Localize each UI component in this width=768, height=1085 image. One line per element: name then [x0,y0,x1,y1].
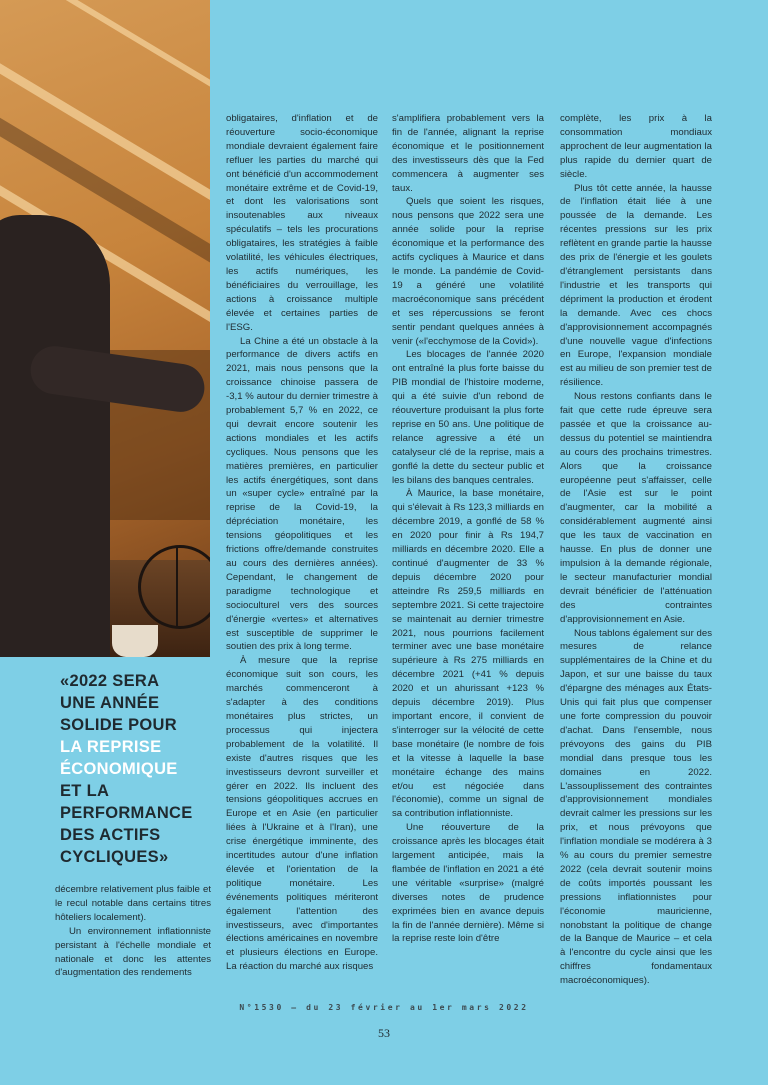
quote-highlight: LA REPRISE [60,738,162,756]
quote-line: SOLIDE POUR [60,716,177,734]
paragraph: décembre relativement plus faible et le recul notable dans certains titres hôteliers localement). [55,884,211,923]
paragraph: À mesure que la reprise économique suit son cours, les marchés commenceront à s'adapter à des conditions monétaires plus strictes, un processus qui injectera probablement de la volatilité. Il existe d'autres risques que les investisseurs devront surveiller et gérer en 2022. Ils incluent des tensions géopolitiques accrues en Europe et en Asie (en particulier liées à l'Ukraine et à l'Iran), une crise énergétique imminente, des incertitudes autour d'une inflation élevée et l'orientation de la politique monétaire. Les événements politiques mériteront également l'attention des investisseurs, avec d'importantes élections américaines en novembre et plusieurs élections en Europe. La réaction du marché aux risques [226,655,378,973]
paragraph: Les blocages de l'année 2020 ont entraîné la plus forte baisse du PIB mondial de l'histoire moderne, qui a été suivie d'un rebond de réouverture produisant la plus forte reprise en 50 ans. Une politique de relance agressive a été un catalyseur clé de la reprise, mais a gonflé la dette du secteur public et les bilans des banques centrales. [392,349,544,486]
paragraph: La Chine a été un obstacle à la performance de divers actifs en 2021, mais nous pensons que la croissance chinoise passera de -3,1 % autour du dernier trimestre à probablement 5,7 % en 2022, ce qui devrait encore soutenir les actions mondiales et les actifs cycliques. Nous pensons que les matières premières, en particulier les actifs énergétiques, sont dans un «super cycle» entraîné par la reprise de la Covid-19, la dépréciation monétaire, les tensions géopolitiques et les frictions offre/demande construites au cours des dernières années). Cependant, le changement de paradigme technologique et socioculturel vers des sources d'énergie «vertes» et alternatives est susceptible de supprimer le soutien des prix à long terme. [226,335,378,653]
text-column-1 [55,883,211,980]
cup-icon [112,625,158,657]
paragraph: Nous restons confiants dans le fait que cette rude épreuve sera passée et que la croissance au-dessus du potentiel se maintiendra au cours des prochains trimestres. Alors que la croissance européenne peut s'affaisser, celle de l'Asie est sur le point d'augmenter, car la mobilité a considérablement augmenté ainsi que les taux de vaccination en hausse. En plus de donner une impulsion à la demande régionale, le secteur manufacturier mondial devrait bénéficier de l'atténuation des contraintes d'approvisionnement en Asie. [560,391,712,625]
article-photo [0,0,210,657]
paragraph: complète, les prix à la consommation mondiaux approchent de leur augmentation la plus rapide du dernier quart de siècle. [560,113,712,180]
pull-quote [60,670,210,868]
paragraph: À Maurice, la base monétaire, qui s'élevait à Rs 123,3 milliards en décembre 2019, a gonflé de 58 % en 2020 pour finir à Rs 194,7 milliards en décembre 2020. Elle a continué d'augmenter de 33 % depuis décembre 2020 pour atteindre Rs 259,5 milliards en septembre 2021. Si cette trajectoire se maintenait au dernier trimestre 2021, nous pourrions facilement terminer avec une base monétaire supérieure à Rs 275 milliards en décembre 2021 (+41 % depuis 2020 et un ahurissant +123 % depuis décembre 2019). Plus important encore, il convient de s'interroger sur la vélocité de cette base monétaire (le nombre de fois et la vitesse à laquelle la base monétaire échange des mains et/ou est négociée dans l'économie), comme un signal de sa contribution inflationniste. [392,488,544,820]
paragraph: Quels que soient les risques, nous pensons que 2022 sera une année solide pour la reprise économique et la performance des actifs cycliques à Maurice et dans le monde. La pandémie de Covid-19 a généré une volatilité macroéconomique sans précédent et ses répercussions se feront sentir pendant quelques années à venir («l'ecchymose de la Covid»). [392,196,544,347]
paragraph: Une réouverture de la croissance après les blocages était largement anticipée, mais la flambée de l'inflation en 2021 a été une véritable «surprise» (malgré diverses notes de prudence exprimées bien en avance depuis la fin de l'année dernière). Même si la reprise reste loin d'être [392,822,544,945]
paragraph: s'amplifiera probablement vers la fin de l'année, alignant la reprise économique et le positionnement des investisseurs dès que la Fed commencera à augmenter ses taux. [392,113,544,194]
quote-line: CYCLIQUES» [60,848,169,866]
quote-line: PERFORMANCE [60,804,193,822]
quote-line: DES ACTIFS [60,826,161,844]
paragraph: Un environnement inflationniste persistant à l'échelle mondiale et nationale et donc les attentes d'augmentation des rendements [55,925,211,979]
issue-footer: N°1530 – du 23 février au 1er mars 2022 [239,1003,529,1012]
paragraph: Plus tôt cette année, la hausse de l'inflation était liée à une poussée de la demande. Les récentes pressions sur les prix reflètent en grande partie la hausse des prix de l'énergie et les goulets d'étranglement persistants dans l'industrie et les transports qui dépriment la production et érodent la demande. Avec ces chocs d'approvisionnement accompagnés d'une nouvelle vague d'infections en Europe, l'expansion mondiale est au milieu de son premier test de résilience. [560,182,712,389]
quote-line: «2022 SERA [60,672,160,690]
paragraph: obligataires, d'inflation et de réouverture socio-économique mondiale devraient également faire refluer les parties du marché qui ont bénéficié d'un accommodement monétaire extrême et de Covid-19, et dont les valorisations sont insoutenables aux niveaux spéculatifs – tels les procurations obligataires, les stratégies à faible volatilité, les véhicules électriques, les actifs numériques, les bénéficiaires du verrouillage, les actions à croissance multiple élevée et certaines parties de l'ESG. [226,113,378,333]
page-number: 53 [378,1026,390,1040]
quote-line: ET LA [60,782,110,800]
text-column-2 [226,112,378,974]
text-column-4 [560,112,712,988]
quote-line: UNE ANNÉE [60,694,160,712]
paragraph: Nous tablons également sur des mesures de relance supplémentaires de la Chine et du Japon, et sur une baisse du taux d'épargne des ménages aux États-Unis qui fait plus que compenser une forte compression du pouvoir d'achat. Dans l'ensemble, nous prévoyons des gains du PIB mondial dans presque tous les domaines en 2022. L'assouplissement des contraintes d'approvisionnement mondiales devrait calmer les pressions sur les prix, et nous prévoyons que l'inflation mondiale se modérera à 3 % au cours du premier semestre 2022 (cela devrait soutenir moins de coûts importés poussant les pressions inflationnistes pour l'économie mauricienne, nonobstant la politique de change de la Banque de Maurice – et cela à l'encontre du cycle ainsi que les chiffres fondamentaux macroéconomiques). [560,627,712,987]
quote-highlight: ÉCONOMIQUE [60,760,178,778]
text-column-3 [392,112,544,946]
